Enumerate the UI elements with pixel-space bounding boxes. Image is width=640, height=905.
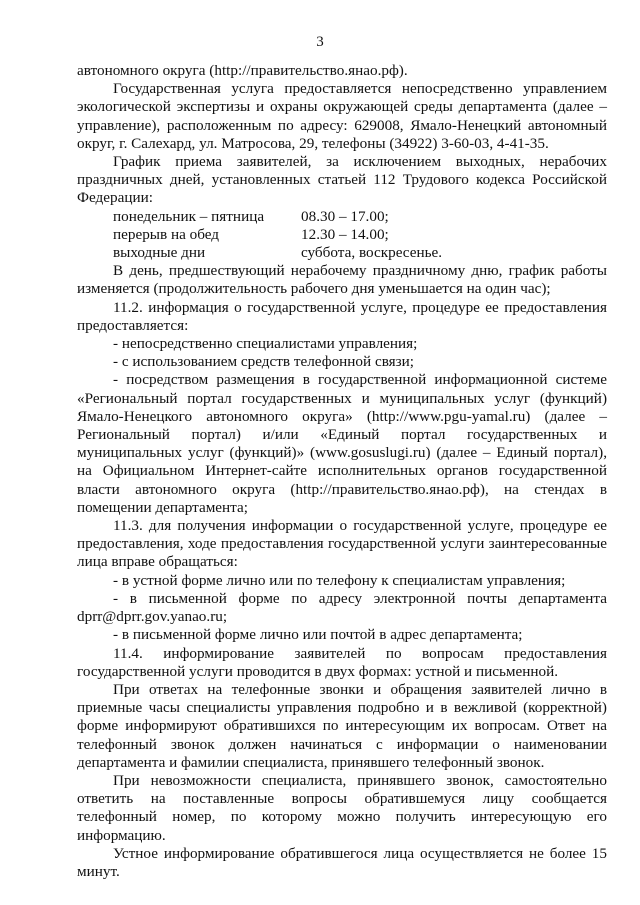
list-item-phone: - с использованием средств телефонной связи; xyxy=(113,353,414,371)
schedule-day: перерыв на обед xyxy=(113,225,220,243)
schedule-day: выходные дни xyxy=(113,244,206,262)
page-number: 3 xyxy=(316,34,324,50)
paragraph-11-2: 11.2. информация о государственной услуге, процедуре ее предоставления предоставляется: xyxy=(77,298,607,334)
schedule-row xyxy=(113,208,607,226)
schedule-day: понедельник – пятница xyxy=(113,207,265,225)
paragraph-11-3: 11.3. для получения информации о государственной услуге, процедуре ее предоставления, ходе предоставления государственной услуги заинтересованные лица вправе обращаться: xyxy=(77,517,607,571)
paragraph-schedule-intro: График приема заявителей, за исключением выходных, нерабочих праздничных дней, установленных статьей 112 Трудового кодекса Российской Федерации: xyxy=(77,153,607,207)
paragraph-service-provider: Государственная услуга предоставляется непосредственно управлением экологической экспертизы и охраны окружающей среды департамента (далее – управление), расположенным по адресу: 629008, Ямало-Ненецкий автономный округ, г. Салехард, ул. Матросова, 29, телефоны (34922) 3-60-03, 4-41-35. xyxy=(77,80,607,152)
schedule-table xyxy=(77,208,607,263)
list-item-specialists: - непосредственно специалистами управления; xyxy=(113,335,418,353)
paragraph-phone-answers: При ответах на телефонные звонки и обращения заявителей лично в приемные часы специалисты управления подробно и в вежливой (корректной) форме информируют обратившихся по интересующим их вопросам. Ответ на телефонный звонок должен начинаться с информации о наименовании департамента и фамилии специалиста, принявшего телефонный звонок. xyxy=(77,680,607,771)
paragraph-region-site: автономного округа (http://правительство.янао.рф). xyxy=(77,62,408,79)
paragraph-oral-duration: Устное информирование обратившегося лица осуществляется не более 15 минут. xyxy=(77,844,607,880)
list-item-portals: - посредством размещения в государственной информационной системе «Региональный портал государственных и муниципальных услуг (функций) Ямало-Ненецкого автономного округа» (http://www.pgu-yamal.ru) (далее – Региональный портал) и/или «Единый портал государственных и муниципальных услуг (функций)» (www.gosuslugi.ru) (далее – Единый портал), на Официальном Интернет-сайте исполнительных органов государственной власти автономного округа (http://правительство.янао.рф), на стендах в помещении департамента; xyxy=(77,371,607,516)
list-item-email: - в письменной форме по адресу электронной почты департамента dprr@dprr.gov.yanao.ru; xyxy=(77,589,607,626)
paragraph-impossibility: При невозможности специалиста, принявшего звонок, самостоятельно ответить на поставленные вопросы обратившемуся лицу сообщается телефонный номер, по которому можно получить интересующую его информацию. xyxy=(77,771,607,844)
list-item-oral: - в устной форме лично или по телефону к специалистам управления; xyxy=(113,571,566,589)
document-body xyxy=(77,62,607,881)
schedule-time: суббота, воскресенье. xyxy=(301,244,443,262)
schedule-time: 12.30 – 14.00; xyxy=(301,225,389,243)
schedule-row xyxy=(113,244,607,262)
paragraph-pre-holiday: В день, предшествующий нерабочему праздничному дню, график работы изменяется (продолжительность рабочего дня уменьшается на один час); xyxy=(77,262,607,298)
paragraph-11-4: 11.4. информирование заявителей по вопросам предоставления государственной услуги проводится в двух формах: устной и письменной. xyxy=(77,644,607,680)
schedule-row xyxy=(113,226,607,244)
schedule-time: 08.30 – 17.00; xyxy=(301,207,389,225)
list-item-written: - в письменной форме лично или почтой в адрес департамента; xyxy=(113,626,523,644)
